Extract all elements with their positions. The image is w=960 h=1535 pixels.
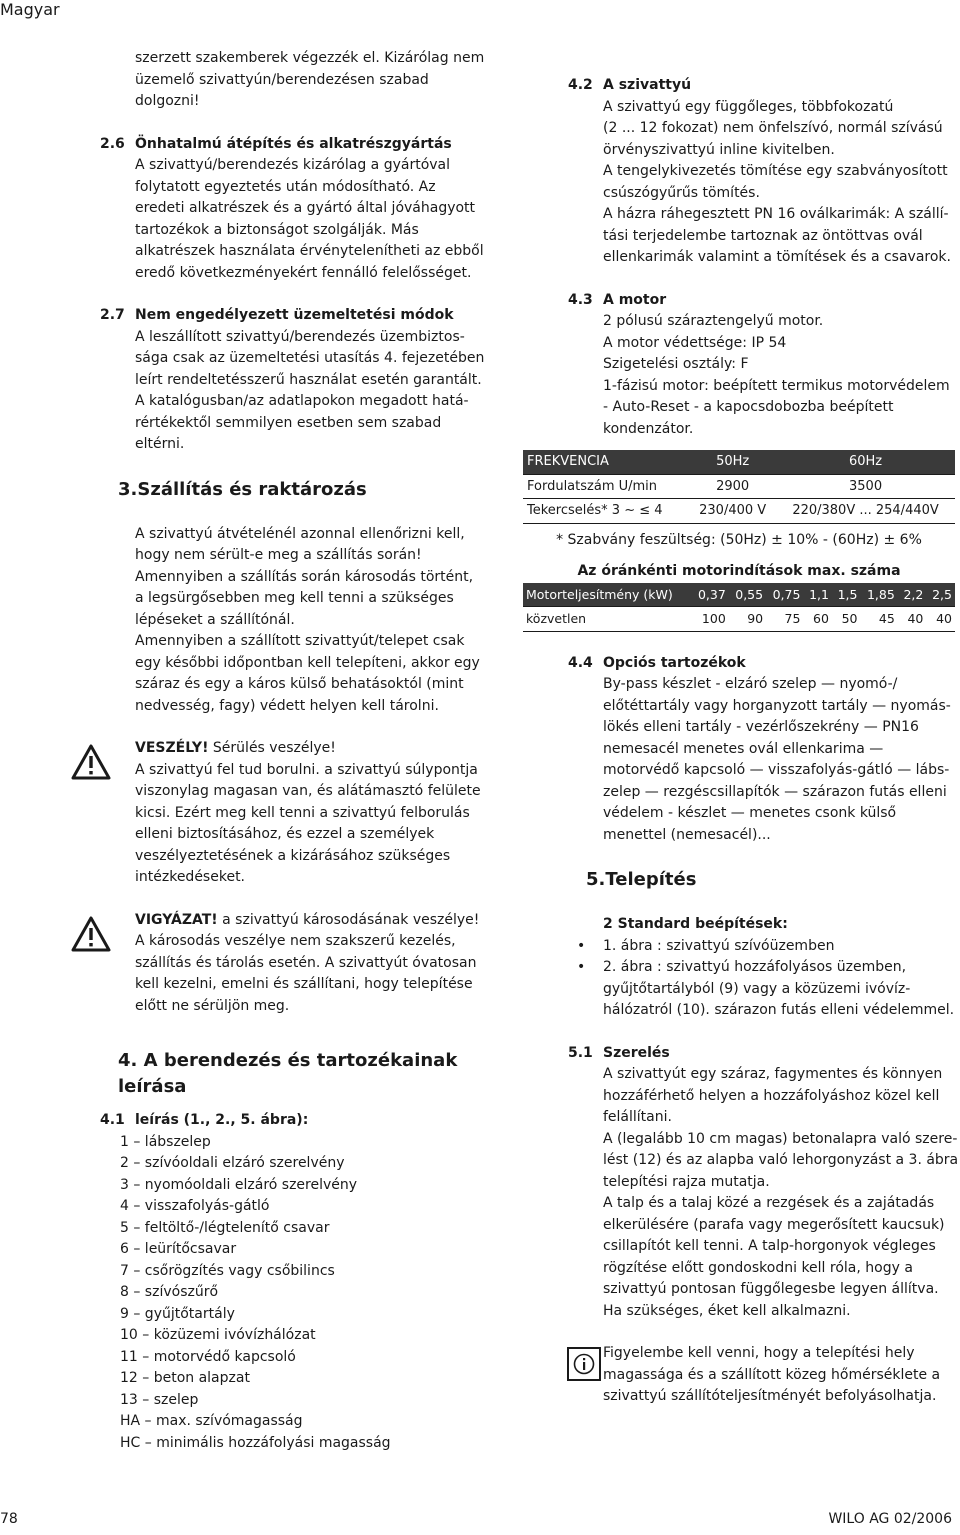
text-line: elkerülésére (parafa vagy megerősített kaucsuk) <box>603 1216 945 1233</box>
language-label: Magyar <box>0 0 60 19</box>
caution-label: VIGYÁZAT! <box>135 911 218 928</box>
text-line: motorvédő kapcsoló — visszafolyás-gátló — lábs- <box>603 762 950 778</box>
text-line: eredeti alkatrészek és a gyártó által jóváhagyott <box>135 200 476 216</box>
list-item: 12 – beton alapzat <box>120 1370 250 1386</box>
right-column <box>526 75 960 1408</box>
table-cell: 40 <box>898 607 927 632</box>
text-line: lökés elleni tartály - vezérlőszekrény — PN16 <box>603 719 919 735</box>
text-line: (2 ... 12 fokozat) nem önfelszívó, normál szívású <box>603 120 943 136</box>
text-line: ellenkarimák valamint a tömítések és a csavarok. <box>603 249 951 265</box>
text-line: Ha szükséges, éket kell alkalmazni. <box>603 1302 851 1319</box>
table-cell: 3500 <box>776 474 955 499</box>
text-line: száraz és egy a káros külső behatásoktól (mint <box>135 676 464 692</box>
text-line: egy későbbi időpontban kell telepíteni, akkor egy <box>135 654 480 671</box>
text-line: előtt ne sérüljön meg. <box>135 997 290 1014</box>
list-item: 4 – visszafolyás-gátló <box>120 1198 270 1214</box>
section-3 <box>100 477 500 718</box>
text-line: intézkedéseket. <box>135 869 246 885</box>
list-item: 10 – közüzemi ivóvízhálózat <box>120 1327 316 1343</box>
danger-label: VESZÉLY! <box>135 740 209 756</box>
table-header: 0,37 <box>691 583 728 607</box>
table-header: FREKVENCIA <box>523 450 689 474</box>
table-cell: 90 <box>729 607 766 632</box>
list-item: 9 – gyűjtőtartály <box>120 1305 235 1322</box>
section-4-2 <box>568 75 960 269</box>
list-item <box>603 936 960 958</box>
text-line: csúszógyűrűs tömítés. <box>603 184 760 201</box>
text-line: üzemelő szivattyún/berendezésen szabad <box>135 71 429 88</box>
text-line: A tengelykivezetés tömítése egy szabványosított <box>603 163 948 179</box>
list-item: 1 – lábszelep <box>120 1133 211 1150</box>
text-line: viszonylag magasan van, és alátámasztó felülete <box>135 783 481 799</box>
table-title: Az óránkénti motorindítások max. száma <box>577 563 901 579</box>
page-number: 78 <box>0 1511 18 1527</box>
danger-title: Sérülés veszélye! <box>208 740 336 756</box>
text-line: A károsodás veszélye nem szakszerű kezelés, <box>135 933 456 949</box>
text-line: A szivattyút egy száraz, fagymentes és könnyen <box>603 1066 943 1082</box>
table-cell: 50 <box>832 607 861 632</box>
info-icon <box>567 1347 601 1381</box>
text-line: alkatrészek használata érvénytelenítheti az ebből <box>135 243 484 259</box>
text-line: Amennyiben a szállított szivattyút/telepet csak <box>135 633 465 649</box>
section-number: 4.2 <box>568 77 593 93</box>
frequency-table <box>523 450 955 524</box>
text-line: szerzett szakemberek végezzék el. Kizárólag nem <box>135 50 485 66</box>
text-line: folytatott egyeztetés után módosítható. Az <box>135 178 436 195</box>
section-2-6 <box>100 134 500 285</box>
text-line: 1-fázisú motor: beépített termikus motorvédelem <box>603 377 950 394</box>
table-row <box>523 474 955 499</box>
text-line: sága csak az üzemeltetési utasítás 4. fejezetében <box>135 350 485 366</box>
text-line: A talp és a talaj közé a rezgések és a zajátadás <box>603 1195 935 1211</box>
section-title: Nem engedélyezett üzemeltetési módok <box>135 307 454 323</box>
text-line: veszélyeztetésének a kizárásához szükséges <box>135 847 451 864</box>
chapter-title: Telepítés <box>605 869 697 890</box>
text-line: csillapítót kell tenni. A talp-horgonyok végleges <box>603 1238 936 1254</box>
table-cell: 45 <box>861 607 898 632</box>
section-5 <box>586 867 960 893</box>
table-header: 1,5 <box>832 583 861 607</box>
section-title: leírás (1., 2., 5. ábra): <box>135 1112 309 1128</box>
table-cell: Tekercselés* 3 ~ ≤ 4 <box>523 499 689 524</box>
text-line: telepítési rajza mutatja. <box>603 1173 770 1190</box>
text-line: tartozékok a biztonságot szolgálják. Más <box>135 221 419 238</box>
text-line: Figyelembe kell venni, hogy a telepítési hely <box>603 1345 915 1361</box>
section-4-4 <box>568 653 960 847</box>
section-title: Szerelés <box>603 1044 670 1061</box>
table-header-row <box>523 583 955 607</box>
table-header: 1,85 <box>861 583 898 607</box>
text-line: szivattyú szállítóteljesítményét befolyásolhatja. <box>603 1388 937 1404</box>
section-5-1 <box>568 1043 960 1323</box>
list-item: 8 – szívószűrő <box>120 1284 219 1300</box>
danger-notice <box>135 738 500 889</box>
text-line: A szivattyú fel tud borulni. a szivattyú súlypontja <box>135 761 478 778</box>
list-item: 6 – leürítőcsavar <box>120 1241 237 1257</box>
text-line: menettel (nemesacél)... <box>603 826 771 843</box>
table-header: 0,75 <box>766 583 803 607</box>
left-column <box>100 48 500 1454</box>
list-item: 5 – feltöltő-/légtelenítő csavar <box>120 1219 330 1236</box>
text-line: előtéttartály vagy horganyzott tartály — nyomás- <box>603 697 951 714</box>
text-line: eltérni. <box>135 436 185 452</box>
text-line: kondenzátor. <box>603 420 694 437</box>
section-title: Önhatalmú átépítés és alkatrészgyártás <box>135 135 452 152</box>
info-glyph-icon <box>573 1353 595 1375</box>
list-item: 11 – motorvédő kapcsoló <box>120 1348 296 1365</box>
table-header: 60Hz <box>776 450 955 474</box>
text-line: A szivattyú/berendezés kizárólag a gyártóval <box>135 157 451 173</box>
text-line: lést (12) és az alapba való lehorgonyzást a 3. ábra <box>603 1152 959 1168</box>
table-cell: 220/380V ... 254/440V <box>776 499 955 524</box>
caution-notice <box>135 910 500 1018</box>
table-cell: 230/400 V <box>689 499 776 524</box>
text-line: hogy nem sérült-e meg a szállítás során! <box>135 547 422 563</box>
installation-list <box>603 936 960 1022</box>
section-title: A szivattyú <box>603 77 692 93</box>
list-item: HA – max. szívómagasság <box>120 1413 303 1429</box>
info-notice <box>603 1343 960 1408</box>
text-line: hozzáférhető helyen a hozzáfolyáshoz közel kell <box>603 1087 940 1104</box>
table-header: 2,5 <box>926 583 955 607</box>
table-cell: közvetlen <box>523 607 691 632</box>
text-line: By-pass készlet - elzáró szelep — nyomó-/ <box>603 676 898 692</box>
chapter-title: A berendezés és tartozékainak leírása <box>118 1050 458 1097</box>
chapter-number: 5. <box>586 869 606 890</box>
section-number: 4.4 <box>568 654 593 671</box>
section-number: 4.1 <box>100 1112 125 1128</box>
text-line: dolgozni! <box>135 93 200 109</box>
section-title: Opciós tartozékok <box>603 654 746 671</box>
text-line: örvényszivattyú inline kivitelben. <box>603 141 835 158</box>
section-number: 5.1 <box>568 1044 593 1061</box>
warning-triangle-icon <box>71 916 111 952</box>
section-4 <box>118 1048 500 1100</box>
section-4-1 <box>100 1110 500 1454</box>
text-line: rértékektől semmilyen esetben sem szabad <box>135 414 442 431</box>
table-header: 1,1 <box>803 583 832 607</box>
table-row <box>523 607 955 632</box>
section-4-3 <box>568 290 960 441</box>
text-line: Szigetelési osztály: F <box>603 356 749 372</box>
text-line: szállítás és tárolás esetén. A szivattyút óvatosan <box>135 954 477 971</box>
caution-title: a szivattyú károsodásának veszélye! <box>217 911 480 928</box>
intro-text <box>135 48 500 113</box>
table-header: 2,2 <box>898 583 927 607</box>
table-row <box>523 499 955 524</box>
table-header: 50Hz <box>689 450 776 474</box>
chapter-number: 4. <box>118 1050 138 1071</box>
text-line: 1. ábra : szivattyú szívóüzemben <box>603 937 835 954</box>
text-line: rögzítése előtt gondoskodni kell róla, hogy a <box>603 1259 913 1276</box>
text-line: nemesacél menetes ovál ellenkarima — <box>603 740 884 757</box>
list-item: 7 – csőrögzítés vagy csőbilincs <box>120 1262 335 1279</box>
table-cell: Fordulatszám U/min <box>523 474 689 499</box>
text-line: hálózatról (10). szárazon futás elleni védelemmel. <box>603 1002 955 1018</box>
text-line: védelem - készlet — menetes csonk külső <box>603 805 897 821</box>
text-line: A házra ráhegesztett PN 16 oválkarimák: A szállí- <box>603 206 949 222</box>
section-number: 4.3 <box>568 291 593 308</box>
chapter-number: 3. <box>118 478 138 500</box>
text-line: - Auto-Reset - a kapocsdobozba beépített <box>603 399 894 415</box>
warning-triangle-icon <box>71 744 111 780</box>
footer-company: WILO AG 02/2006 <box>828 1511 952 1527</box>
text-line: A (legalább 10 cm magas) betonalapra való szere- <box>603 1130 958 1147</box>
list-item: 3 – nyomóoldali elzáró szerelvény <box>120 1176 358 1193</box>
table-cell: 60 <box>803 607 832 632</box>
text-line: 2 pólusú száraztengelyű motor. <box>603 313 824 329</box>
text-line: magassága és a szállított közeg hőmérséklete a <box>603 1366 941 1383</box>
table-cell: 40 <box>926 607 955 632</box>
text-line: lépéseket a szállítónál. <box>135 611 295 628</box>
table-header: Motorteljesítmény (kW) <box>523 583 691 607</box>
section-title: A motor <box>603 291 667 308</box>
text-line: nedvesség, fagy) védett helyen kell tárolni. <box>135 697 439 714</box>
subsection-title: 2 Standard beépítések: <box>603 916 788 932</box>
text-line: elleni biztosításához, és ezzel a személyek <box>135 826 435 842</box>
list-item: 13 – szelep <box>120 1391 199 1408</box>
list-item: 2 – szívóoldali elzáró szerelvény <box>120 1155 345 1171</box>
text-line: Amennyiben a szállítás során károsodás történt, <box>135 568 474 585</box>
text-line: kicsi. Ezért meg kell tenni a szivattyú felborulás <box>135 804 470 821</box>
table-footnote: * Szabvány feszültség: (50Hz) ± 10% - (60Hz) ± 6% <box>556 531 922 548</box>
text-line: A motor védettsége: IP 54 <box>603 334 787 351</box>
table-cell: 100 <box>691 607 728 632</box>
text-line: A leszállított szivattyú/berendezés üzembiztos- <box>135 328 465 345</box>
text-line: szivattyú pontosan függőlegesbe legyen állítva. <box>603 1281 939 1297</box>
chapter-title: Szállítás és raktározás <box>137 478 367 500</box>
table-cell: 2900 <box>689 474 776 499</box>
table-cell: 75 <box>766 607 803 632</box>
text-line: felállítani. <box>603 1109 672 1125</box>
text-line: zelep — rezgéscsillapítók — szárazon futás elleni <box>603 783 947 800</box>
text-line: a legsürgősebben meg kell tenni a szükséges <box>135 590 454 606</box>
text-line: leírt rendeltetésszerű használat esetén garantált. <box>135 371 482 388</box>
text-line: kell kezelni, emelni és szállítani, hogy telepítése <box>135 976 473 992</box>
text-line: gyűjtőtartályból (9) vagy a közüzemi ivóvíz- <box>603 980 911 997</box>
text-line: A szivattyú átvételénél azonnal ellenőrizni kell, <box>135 525 465 542</box>
section-number: 2.6 <box>100 135 125 152</box>
motor-starts-table <box>523 583 955 632</box>
text-line: A katalógusban/az adatlapokon megadott hatá- <box>135 393 469 409</box>
text-line: eredő következményekért fennálló felelősséget. <box>135 264 472 281</box>
text-line: • 2. ábra : szivattyú hozzáfolyásos üzemben, <box>603 959 907 975</box>
text-line: A szivattyú egy függőleges, többfokozatú <box>603 98 894 115</box>
section-2-7 <box>100 305 500 456</box>
list-item <box>603 957 960 1022</box>
text-line: tási terjedelembe tartoznak az öntöttvas ovál <box>603 227 923 244</box>
list-item: HC – minimális hozzáfolyási magasság <box>120 1434 391 1451</box>
section-number: 2.7 <box>100 307 125 323</box>
table-header-row <box>523 450 955 474</box>
table-header: 0,55 <box>729 583 766 607</box>
